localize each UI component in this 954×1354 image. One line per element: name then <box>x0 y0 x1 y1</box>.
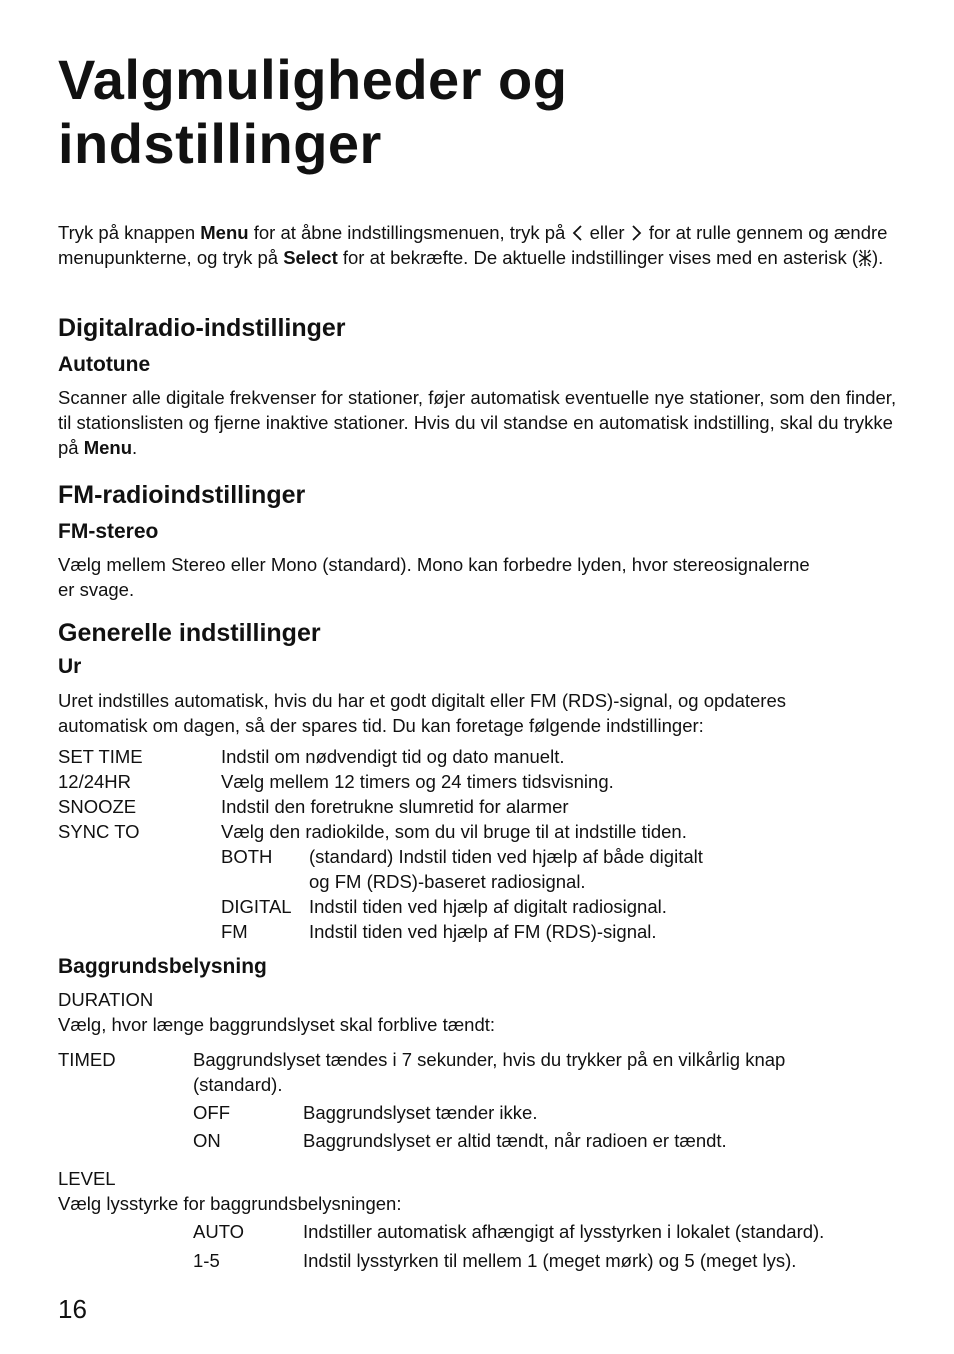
option-description: Vælg den radiokilde, som du vil bruge til at indstille tiden. <box>221 821 687 842</box>
chevron-right-icon <box>630 224 644 242</box>
level-option-description: Indstil lysstyrken til mellem 1 (meget mørk) og 5 (meget lys). <box>303 1250 797 1271</box>
option-description: Vælg mellem 12 timers og 24 timers tidsvisning. <box>221 771 614 792</box>
autotune-description <box>58 385 898 460</box>
sync-option-description: Indstil tiden ved hjælp af FM (RDS)-signal. <box>309 921 657 942</box>
duration-option-key: ON <box>193 1130 221 1151</box>
option-key: SNOOZE <box>58 796 137 817</box>
intro-text: for at bekræfte. De aktuelle indstillinger vises med en asterisk ( <box>337 247 859 268</box>
fm-stereo-heading: FM-stereo <box>58 520 159 543</box>
general-settings-heading: Generelle indstillinger <box>58 619 321 647</box>
page-number: 16 <box>58 1294 87 1324</box>
backlight-heading: Baggrundsbelysning <box>58 955 267 978</box>
chevron-left-icon <box>570 224 584 242</box>
autotune-text: Scanner alle digitale frekvenser for stationer, føjer automatisk eventuelle nye stationer, som den finder, til stationslisten og fjerne inaktive stationer. Hvis du vil standse en automatisk indstilling, skal du trykke på <box>58 387 897 458</box>
clock-intro-line-1: Uret indstilles automatisk, hvis du har et godt digitalt eller FM (RDS)-signal, og opdateres <box>58 690 786 711</box>
title-line-1: Valgmuligheder og <box>58 48 568 111</box>
dab-settings-heading: Digitalradio-indstillinger <box>58 314 346 342</box>
sync-option-description: (standard) Indstil tiden ved hjælp af både digitalt <box>309 846 703 867</box>
sync-option-description: og FM (RDS)-baseret radiosignal. <box>309 871 586 892</box>
intro-text: Tryk på knappen <box>58 222 201 243</box>
option-key: SYNC TO <box>58 821 140 842</box>
autotune-heading: Autotune <box>58 353 151 376</box>
autotune-text: . <box>132 437 138 458</box>
level-option-description: Indstiller automatisk afhængigt af lysstyrken i lokalet (standard). <box>303 1221 825 1242</box>
duration-text: Vælg, hvor længe baggrundslyset skal forblive tændt: <box>58 1014 496 1035</box>
level-option-key: AUTO <box>193 1221 245 1242</box>
intro-text: for at rulle gennem og ændre menupunkterne, og tryk på <box>58 222 888 268</box>
level-text: Vælg lysstyrke for baggrundsbelysningen: <box>58 1193 402 1214</box>
sync-option-key: FM <box>221 921 248 942</box>
intro-text: for at åbne indstillingsmenuen, tryk på <box>248 222 571 243</box>
clock-intro-line-2: automatisk om dagen, så der spares tid. Du kan foretage følgende indstillinger: <box>58 715 704 736</box>
level-label: LEVEL <box>58 1168 116 1189</box>
timed-key: TIMED <box>58 1049 116 1070</box>
fm-stereo-line-2: er svage. <box>58 579 135 600</box>
select-keyword: Select <box>283 247 338 268</box>
fm-stereo-line-1: Vælg mellem Stereo eller Mono (standard). Mono kan forbedre lyden, hvor stereosignalerne <box>58 554 810 575</box>
sync-option-description: Indstil tiden ved hjælp af digitalt radiosignal. <box>309 896 667 917</box>
intro-text: ). <box>872 247 884 268</box>
duration-label: DURATION <box>58 989 154 1010</box>
option-description: Indstil om nødvendigt tid og dato manuelt. <box>221 746 565 767</box>
asterisk-icon <box>858 249 872 267</box>
page-title <box>58 48 567 176</box>
fm-settings-heading: FM-radioindstillinger <box>58 481 306 509</box>
duration-option-description: Baggrundslyset tænder ikke. <box>303 1102 538 1123</box>
intro-text: eller <box>584 222 630 243</box>
sync-option-key: DIGITAL <box>221 896 292 917</box>
duration-option-description: Baggrundslyset er altid tændt, når radioen er tændt. <box>303 1130 727 1151</box>
duration-option-key: OFF <box>193 1102 230 1123</box>
option-key: SET TIME <box>58 746 143 767</box>
title-line-2: indstillinger <box>58 112 382 175</box>
option-key: 12/24HR <box>58 771 132 792</box>
timed-description: Baggrundslyset tændes i 7 sekunder, hvis du trykker på en vilkårlig knap <box>193 1049 786 1070</box>
menu-keyword: Menu <box>83 437 133 458</box>
timed-description: (standard). <box>193 1074 283 1095</box>
sync-option-key: BOTH <box>221 846 273 867</box>
option-description: Indstil den foretrukne slumretid for alarmer <box>221 796 569 817</box>
clock-heading: Ur <box>58 655 82 678</box>
level-option-key: 1-5 <box>193 1250 220 1271</box>
intro-paragraph <box>58 220 903 270</box>
menu-keyword: Menu <box>200 222 249 243</box>
